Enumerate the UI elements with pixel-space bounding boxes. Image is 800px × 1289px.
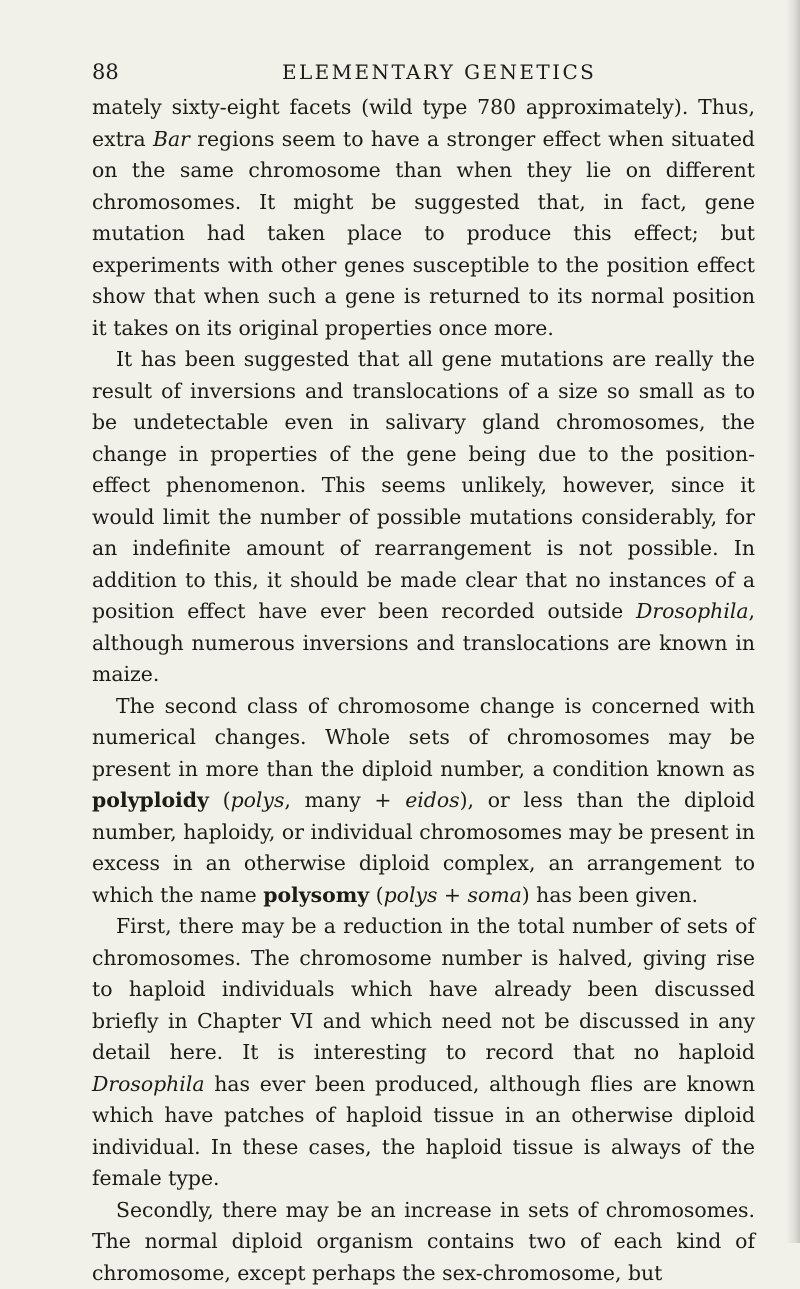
- text-run: (: [369, 883, 383, 907]
- italic-term: Drosophila: [636, 599, 749, 623]
- italic-term: eidos: [405, 788, 459, 812]
- text-run: The second class of chromosome change is concerned with numerical changes. Whole sets of chromosomes may be present in more than the diploid number, a condition known as: [92, 694, 755, 781]
- text-run: , many +: [284, 788, 405, 812]
- italic-term: polys: [384, 883, 438, 907]
- bold-term: polysomy: [263, 883, 369, 907]
- paragraph: [92, 92, 755, 344]
- italic-term: Bar: [153, 127, 190, 151]
- text-run: ) has been given.: [522, 883, 698, 907]
- italic-term: soma: [468, 883, 522, 907]
- page-edge-shadow: [786, 0, 800, 1243]
- paragraph: [92, 344, 755, 691]
- text-run: (: [209, 788, 231, 812]
- book-page: [92, 58, 755, 1289]
- text-run: ), or less than the diploid number, haploidy, or individual chromosomes may be present in excess in an otherwise diploid complex, an arrangement to which the name: [92, 788, 755, 907]
- text-run: Secondly, there may be an increase in sets of chromosomes. The normal diploid organism contains two of each kind of chromosome, except perhaps the sex-chromosome, but: [92, 1198, 755, 1285]
- italic-term: polys: [231, 788, 285, 812]
- running-head: [92, 58, 755, 86]
- paragraph: [92, 691, 755, 912]
- italic-term: Drosophila: [92, 1072, 205, 1096]
- text-run: First, there may be a reduction in the total number of sets of chromosomes. The chromosome number is halved, giving rise to haploid individuals which have already been discussed briefly in Chapter VI and which need not be discussed in any detail here. It is interesting to record that no haploid: [92, 914, 755, 1064]
- body-text: [92, 92, 755, 1289]
- book-title: ELEMENTARY GENETICS: [282, 58, 596, 86]
- page-number: 88: [92, 58, 119, 86]
- paragraph: [92, 1195, 755, 1289]
- text-run: mately sixty-eight facets (wild type 780 approximately). Thus, extra: [92, 95, 755, 151]
- text-run: has ever been produced, although flies are known which have patches of haploid tissue in an otherwise diploid individual. In these cases, the haploid tissue is always of the female type.: [92, 1072, 755, 1191]
- text-run: regions seem to have a stronger effect when situated on the same chromosome than when they lie on different chromosomes. It might be suggested that, in fact, gene mutation had taken place to produce this effect; but experiments with other genes susceptible to the position effect show that when such a gene is returned to its normal position it takes on its original properties once more.: [92, 127, 755, 340]
- text-run: , although numerous inversions and translocations are known in maize.: [92, 599, 755, 686]
- text-run: It has been suggested that all gene mutations are really the result of inversions and translocations of a size so small as to be undetectable even in salivary gland chromosomes, the change in properties of the gene being due to the position-effect phenomenon. This seems unlikely, however, since it would limit the number of possible mutations considerably, for an indefinite amount of rearrangement is not possible. In addition to this, it should be made clear that no instances of a position effect have ever been recorded outside: [92, 347, 755, 623]
- text-run: +: [437, 883, 467, 907]
- paragraph: [92, 911, 755, 1195]
- bold-term: polyploidy: [92, 788, 209, 812]
